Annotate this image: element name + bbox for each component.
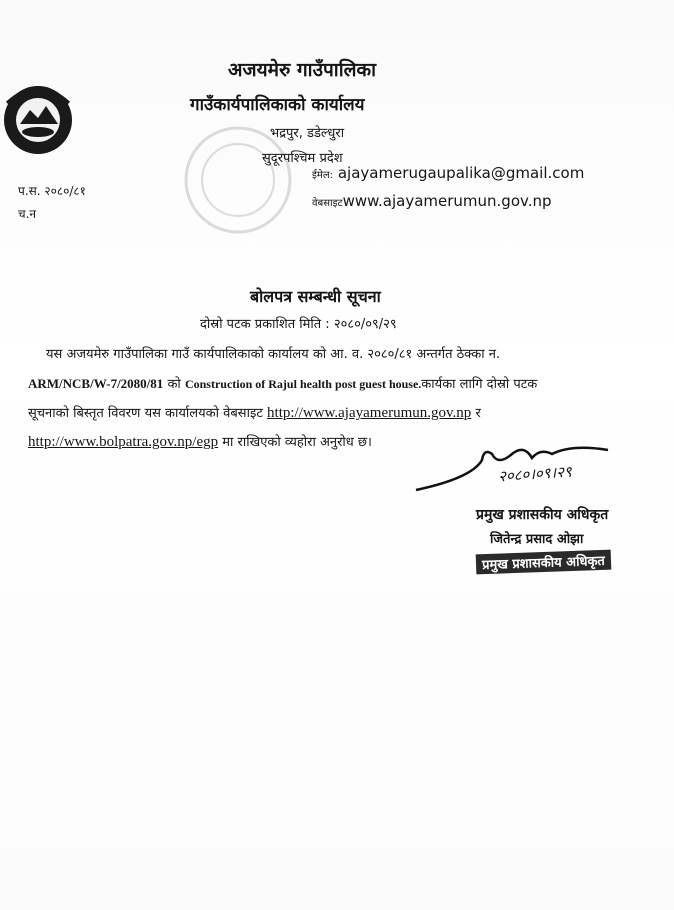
office-name: गाउँकार्यपालिकाको कार्यालय xyxy=(190,95,365,115)
body-line-3-b: र xyxy=(475,406,481,421)
website-label: वेबसाइट xyxy=(312,198,343,209)
body-line-3 xyxy=(28,399,648,428)
project-name: Construction of Rajul health post guest house. xyxy=(184,377,422,391)
municipality-name: अजयमेरु गाउँपालिका xyxy=(228,59,377,81)
government-emblem xyxy=(0,74,80,164)
email-address[interactable]: ajayamerugaupalika@gmail.com xyxy=(337,164,585,182)
office-location: भद्रपुर, डडेल्धुरा xyxy=(270,126,345,141)
email-line xyxy=(312,164,584,182)
publish-date-line xyxy=(200,314,397,332)
officer-designation: प्रमुख प्रशासकीय अधिकृत xyxy=(476,507,609,523)
body-line-3-a: सूचनाको बिस्तृत विवरण यस कार्यालयको वेबसाइट xyxy=(28,406,263,421)
province-name: सुदूरपश्चिम प्रदेश xyxy=(262,151,343,166)
body-line-2-a: को xyxy=(167,377,181,392)
body-line-1: यस अजयमेरु गाउँपालिका गाउँ कार्यपालिकाको कार्यालय को आ. व. २०८०/८१ अन्तर्गत ठेक्का न. xyxy=(46,347,501,362)
body-line-2 xyxy=(28,369,648,399)
ps-reference xyxy=(18,182,86,199)
body-line-2-b: कार्यका लागि दोस्रो पटक xyxy=(421,377,538,392)
ps-value: २०८०/८१ xyxy=(44,184,86,198)
contract-number: ARM/NCB/W-7/2080/81 xyxy=(28,376,164,391)
officer-name: जितेन्द्र प्रसाद ओझा xyxy=(490,532,584,547)
municipality-website-link[interactable]: http://www.ajayamerumun.gov.np xyxy=(267,405,472,421)
website-address[interactable]: www.ajayamerumun.gov.np xyxy=(342,192,552,210)
email-label: ईमेल: xyxy=(312,170,334,181)
publish-label: दोस्रो पटक प्रकाशित मिति : xyxy=(200,317,330,332)
bolpatra-link[interactable]: http://www.bolpatra.gov.np/egp xyxy=(28,434,219,450)
signature-date: २०८०।०९।२९ xyxy=(497,464,573,486)
notice-title: बोलपत्र सम्बन्धी सूचना xyxy=(250,287,381,306)
officer-stamp: प्रमुख प्रशासकीय अधिकृत xyxy=(476,550,611,575)
website-line xyxy=(312,192,552,210)
ps-label: प.स. xyxy=(18,184,41,198)
chana-reference: च.न xyxy=(18,207,37,221)
publish-date: २०८०/०९/२९ xyxy=(333,317,397,332)
body-line-4-text: मा राखिएको व्यहोरा अनुरोध छ। xyxy=(222,435,372,450)
